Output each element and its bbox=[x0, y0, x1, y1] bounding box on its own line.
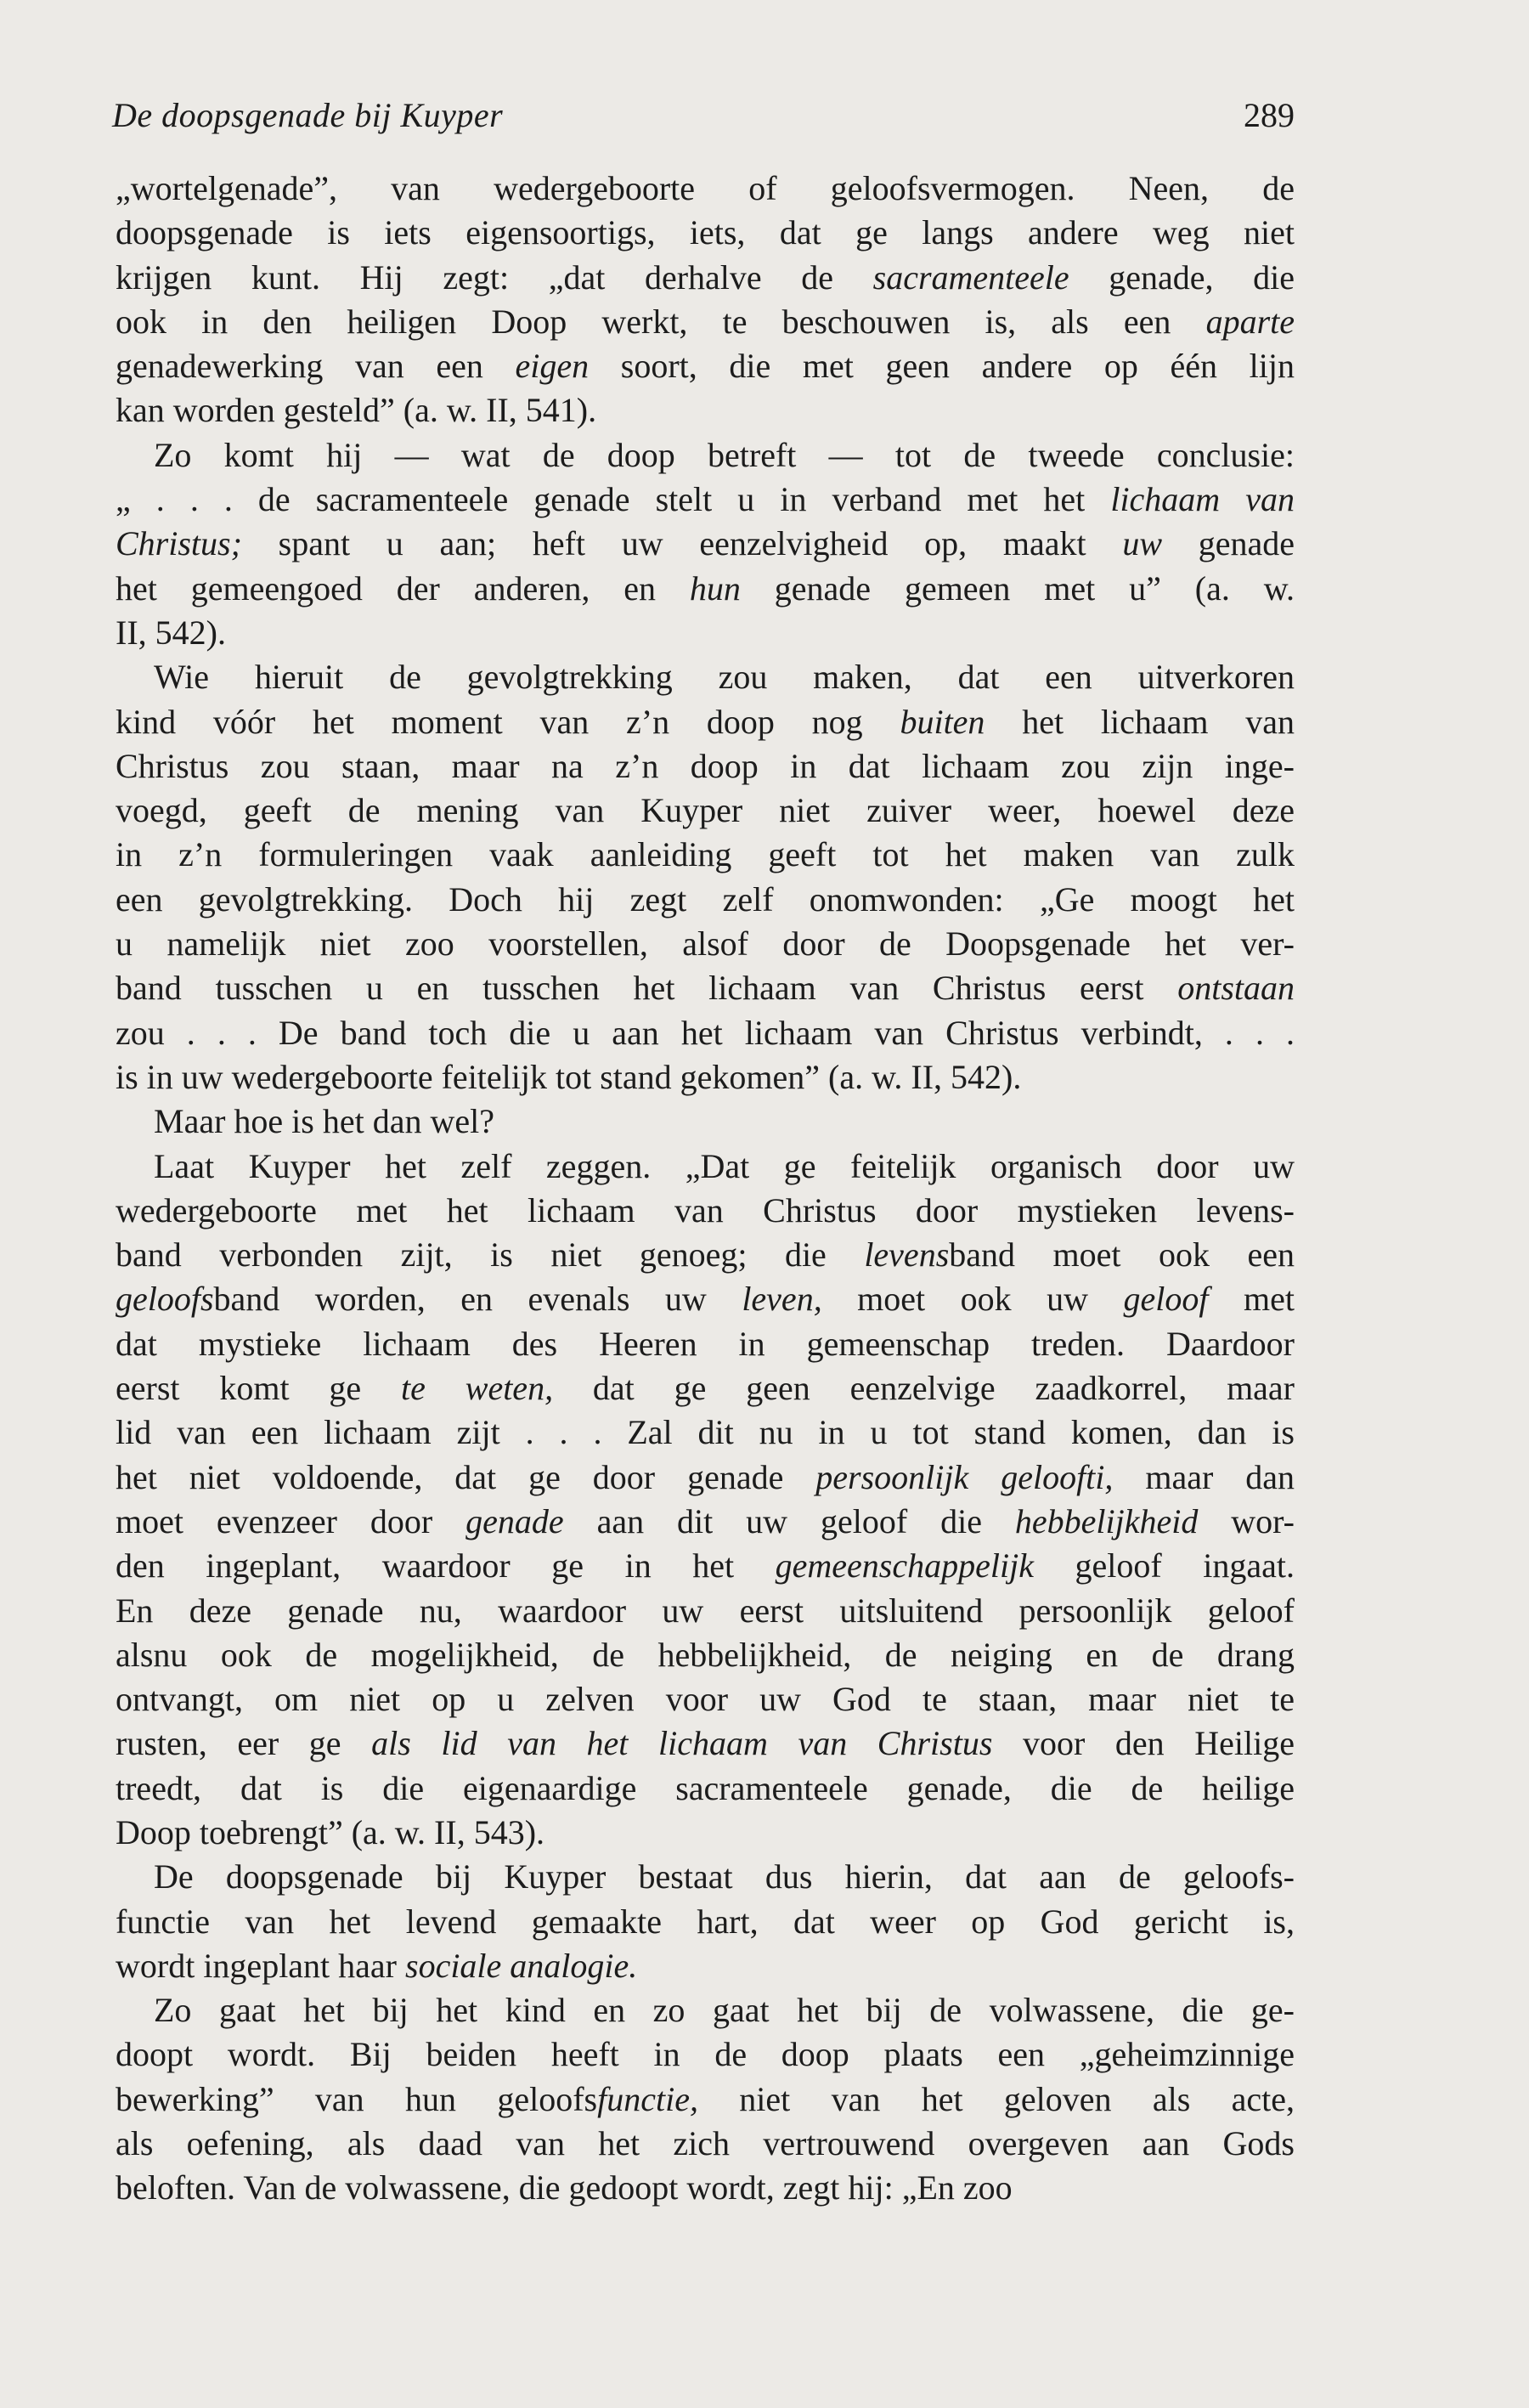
text-line bbox=[116, 1366, 1295, 1410]
text-run: dat mystieke lichaam des Heeren in gemeenschap treden. Daardoor bbox=[116, 1324, 1295, 1363]
text-run: het lichaam van bbox=[985, 702, 1295, 741]
text-run: het gemeengoed der anderen, en bbox=[116, 568, 690, 608]
paragraph bbox=[116, 655, 1295, 1099]
text-run: in z’n formuleringen vaak aanleiding geeft tot het maken van zulk bbox=[116, 835, 1295, 874]
text-line bbox=[116, 1766, 1295, 1811]
text-line bbox=[116, 878, 1295, 922]
text-run: En deze genade nu, waardoor uw eerst uitsluitend persoonlijk geloof bbox=[116, 1591, 1295, 1630]
text-run: voegd, geeft de mening van Kuyper niet zuiver weer, hoewel deze bbox=[116, 791, 1295, 830]
text-run: een gevolgtrekking. Doch hij zegt zelf onomwonden: „Ge moogt het bbox=[116, 879, 1295, 919]
running-head bbox=[112, 95, 1295, 146]
text-run: bewerking” van hun geloofs bbox=[116, 2079, 598, 2118]
italic-text: lichaam van bbox=[1110, 480, 1295, 519]
text-run: maar dan bbox=[1113, 1457, 1295, 1496]
text-line bbox=[116, 1589, 1295, 1633]
text-run: doopt wordt. Bij beiden heeft in de doop plaats een „geheimzinnige bbox=[116, 2035, 1295, 2074]
text-run: band worden, en evenals uw bbox=[213, 1280, 742, 1319]
paragraph bbox=[116, 1099, 1295, 1144]
page-number: 289 bbox=[1244, 96, 1295, 134]
text-run: „ . . . de sacramenteele genade stelt u in verband met het bbox=[116, 480, 1111, 519]
text-line bbox=[116, 1233, 1295, 1277]
text-line bbox=[116, 1277, 1295, 1321]
text-line bbox=[116, 1988, 1295, 2032]
italic-text: Christus; bbox=[116, 524, 242, 563]
text-run: treedt, dat is die eigenaardige sacramenteele genade, die de heilige bbox=[116, 1768, 1295, 1807]
text-line bbox=[116, 300, 1295, 344]
text-line bbox=[116, 922, 1295, 966]
paragraph bbox=[116, 433, 1295, 655]
text-run: kan worden gesteld” (a. w. II, 541). bbox=[116, 391, 597, 430]
text-line bbox=[116, 700, 1295, 744]
text-line bbox=[116, 1456, 1295, 1500]
text-run: band verbonden zijt, is niet genoeg; die bbox=[116, 1235, 865, 1275]
text-run: den ingeplant, waardoor ge in het bbox=[116, 1546, 776, 1586]
text-run: genade gemeen met u” (a. w. bbox=[740, 568, 1295, 608]
running-title: De doopsgenade bij Kuyper bbox=[112, 96, 504, 134]
italic-text: persoonlijk geloofti, bbox=[815, 1457, 1114, 1496]
text-run: niet van het geloven als acte, bbox=[697, 2079, 1295, 2118]
italic-text: buiten bbox=[900, 702, 985, 741]
text-run: spant u aan; heft uw eenzelvigheid op, maakt bbox=[241, 524, 1123, 563]
text-run: alsnu ook de mogelijkheid, de hebbelijkheid, de neiging en de drang bbox=[116, 1635, 1295, 1674]
text-run: band tusschen u en tusschen het lichaam van Christus eerst bbox=[116, 969, 1178, 1008]
text-run: genade bbox=[1162, 524, 1295, 563]
text-line bbox=[116, 1055, 1295, 1099]
text-run: II, 542). bbox=[116, 613, 226, 652]
text-run: Zo komt hij — wat de doop betreft — tot de tweede conclusie: bbox=[154, 435, 1295, 474]
text-line bbox=[116, 1811, 1295, 1855]
text-run: wordt ingeplant haar bbox=[116, 1946, 405, 1985]
text-line bbox=[116, 2166, 1295, 2210]
italic-text: uw bbox=[1122, 524, 1163, 563]
text-line bbox=[116, 1145, 1295, 1189]
text-line bbox=[116, 211, 1295, 255]
italic-text: ontstaan bbox=[1177, 969, 1295, 1008]
text-run: voor den Heilige bbox=[992, 1724, 1295, 1763]
text-run: genadewerking van een bbox=[116, 347, 516, 386]
text-line bbox=[116, 655, 1295, 699]
text-line bbox=[116, 966, 1295, 1010]
text-line bbox=[116, 388, 1295, 432]
text-run: ook in den heiligen Doop werkt, te beschouwen is, als een bbox=[116, 302, 1206, 341]
text-line bbox=[116, 256, 1295, 300]
text-run: soort, die met geen andere op één lijn bbox=[589, 347, 1295, 386]
italic-text: functie, bbox=[597, 2079, 698, 2118]
text-run: Laat Kuyper het zelf zeggen. „Dat ge feitelijk organisch door uw bbox=[154, 1146, 1295, 1185]
text-run: functie van het levend gemaakte hart, dat weer op God gericht is, bbox=[116, 1902, 1295, 1941]
text-line bbox=[116, 522, 1295, 566]
italic-text: gemeenschappelijk bbox=[775, 1546, 1034, 1586]
text-run: Christus zou staan, maar na z’n doop in dat lichaam zou zijn inge- bbox=[116, 746, 1295, 785]
text-line bbox=[116, 167, 1295, 211]
italic-text: eigen bbox=[515, 347, 590, 386]
text-run: aan dit uw geloof die bbox=[563, 1501, 1015, 1540]
italic-text: genade bbox=[465, 1501, 564, 1540]
text-line bbox=[116, 1855, 1295, 1899]
text-run: dat ge geen eenzelvige zaadkorrel, maar bbox=[553, 1369, 1295, 1408]
italic-text: levens bbox=[864, 1235, 950, 1275]
text-run: eerst komt ge bbox=[116, 1369, 402, 1408]
text-line bbox=[116, 1633, 1295, 1677]
text-run: Zo gaat het bij het kind en zo gaat het bij de volwassene, die ge- bbox=[154, 1991, 1295, 2030]
text-line bbox=[116, 1189, 1295, 1233]
italic-text: geloof bbox=[1123, 1280, 1209, 1319]
paragraph bbox=[116, 1988, 1295, 2210]
text-line bbox=[116, 1544, 1295, 1588]
text-run: u namelijk niet zoo voorstellen, alsof door de Doopsgenade het ver- bbox=[116, 924, 1295, 964]
text-run: met bbox=[1208, 1280, 1295, 1319]
text-run: rusten, eer ge bbox=[116, 1724, 372, 1763]
text-run: als oefening, als daad van het zich vertrouwend overgeven aan Gods bbox=[116, 2124, 1295, 2163]
text-line bbox=[116, 1900, 1295, 1944]
paragraph bbox=[116, 167, 1295, 433]
paragraph bbox=[116, 1145, 1295, 1856]
text-run: Wie hieruit de gevolgtrekking zou maken, dat een uitverkoren bbox=[154, 658, 1295, 697]
italic-text: te weten, bbox=[401, 1369, 554, 1408]
text-run: Maar hoe is het dan wel? bbox=[154, 1102, 494, 1141]
text-line bbox=[116, 344, 1295, 388]
text-line bbox=[116, 1944, 1295, 1988]
text-line bbox=[116, 1410, 1295, 1455]
text-run: moet ook uw bbox=[821, 1280, 1124, 1319]
text-line bbox=[116, 478, 1295, 522]
italic-text: aparte bbox=[1205, 302, 1295, 341]
text-line bbox=[116, 1322, 1295, 1366]
text-line bbox=[116, 2032, 1295, 2077]
italic-text: sacramenteele bbox=[872, 257, 1069, 297]
text-run: kind vóór het moment van z’n doop nog bbox=[116, 702, 900, 741]
italic-text: als lid van het lichaam van Christus bbox=[371, 1724, 993, 1763]
text-run: wor- bbox=[1198, 1501, 1295, 1540]
text-run: geloof ingaat. bbox=[1033, 1546, 1295, 1586]
text-line bbox=[116, 1011, 1295, 1055]
italic-text: geloofs bbox=[116, 1280, 214, 1319]
body-text bbox=[116, 167, 1295, 2211]
text-run: is in uw wedergeboorte feitelijk tot stand gekomen” (a. w. II, 542). bbox=[116, 1057, 1022, 1096]
italic-text: hebbelijkheid bbox=[1014, 1501, 1199, 1540]
text-line bbox=[116, 1500, 1295, 1544]
text-run: lid van een lichaam zijt . . . Zal dit nu in u tot stand komen, dan is bbox=[116, 1413, 1295, 1452]
text-run: krijgen kunt. Hij zegt: „dat derhalve de bbox=[116, 257, 873, 297]
text-line bbox=[116, 789, 1295, 833]
paragraph bbox=[116, 1855, 1295, 1988]
text-run: moet evenzeer door bbox=[116, 1501, 466, 1540]
italic-text: hun bbox=[689, 568, 741, 608]
text-line bbox=[116, 2077, 1295, 2122]
text-run: ontvangt, om niet op u zelven voor uw God te staan, maar niet te bbox=[116, 1680, 1295, 1719]
text-run: De doopsgenade bij Kuyper bestaat dus hierin, dat aan de geloofs- bbox=[154, 1857, 1295, 1896]
italic-text: leven, bbox=[742, 1280, 822, 1319]
text-line bbox=[116, 1677, 1295, 1721]
italic-text: sociale analogie. bbox=[405, 1946, 638, 1985]
text-run: band moet ook een bbox=[949, 1235, 1295, 1275]
text-run: beloften. Van de volwassene, die gedoopt wordt, zegt hij: „En zoo bbox=[116, 2168, 1013, 2207]
text-run: het niet voldoende, dat ge door genade bbox=[116, 1457, 816, 1496]
text-run: zou . . . De band toch die u aan het lichaam van Christus verbindt, . . . bbox=[116, 1013, 1295, 1052]
text-line bbox=[116, 1721, 1295, 1766]
text-run: genade, die bbox=[1069, 257, 1295, 297]
text-run: Doop toebrengt” (a. w. II, 543). bbox=[116, 1812, 545, 1851]
text-line bbox=[116, 1099, 1295, 1144]
text-line bbox=[116, 611, 1295, 655]
text-run: „wortelgenade”, van wedergeboorte of geloofsvermogen. Neen, de bbox=[116, 169, 1295, 207]
text-run: doopsgenade is iets eigensoortigs, iets, dat ge langs andere weg niet bbox=[116, 213, 1295, 252]
text-line bbox=[116, 567, 1295, 611]
text-line bbox=[116, 2122, 1295, 2166]
text-line bbox=[116, 433, 1295, 478]
text-line bbox=[116, 744, 1295, 789]
text-run: wedergeboorte met het lichaam van Christus door mystieken levens- bbox=[116, 1190, 1295, 1229]
text-line bbox=[116, 833, 1295, 877]
